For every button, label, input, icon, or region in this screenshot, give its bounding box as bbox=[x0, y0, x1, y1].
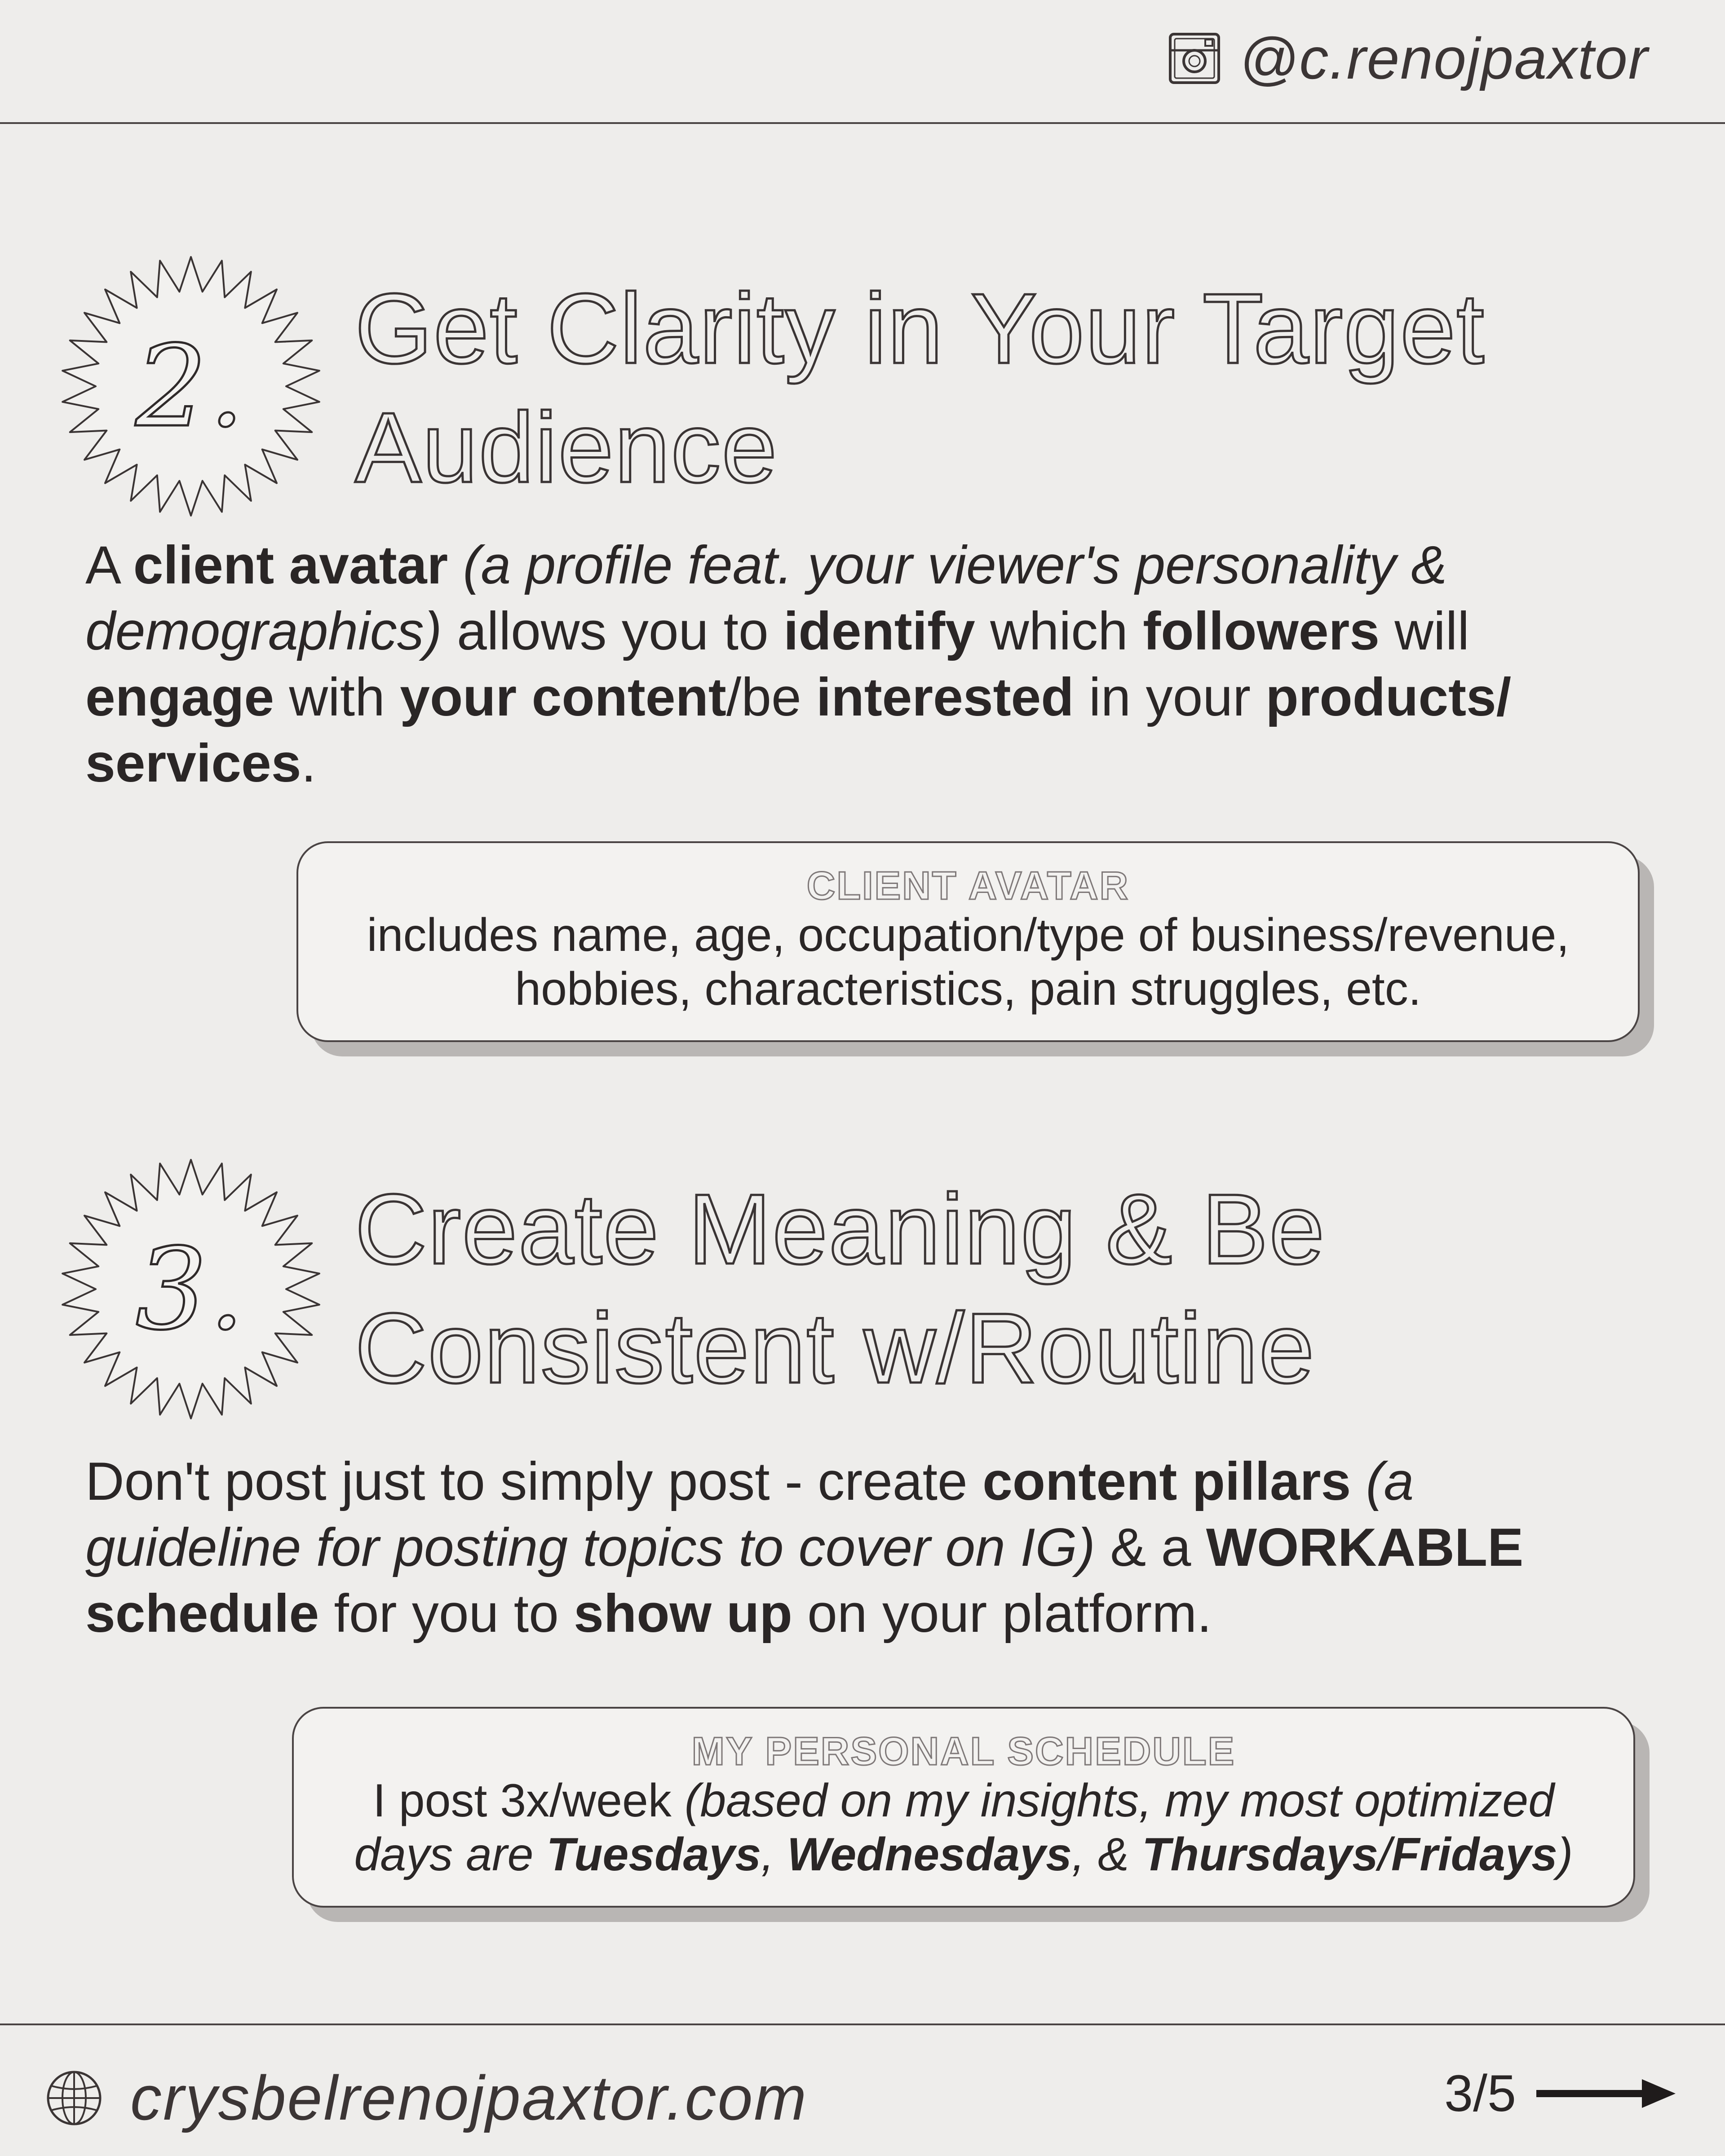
text bbox=[1351, 1451, 1366, 1511]
heading-3-line1: Create Meaning & Be bbox=[355, 1174, 1326, 1285]
text bbox=[448, 535, 463, 595]
emphasis: content pillars bbox=[982, 1451, 1351, 1511]
callout-line bbox=[294, 1774, 1633, 1828]
day: Thursdays bbox=[1142, 1829, 1378, 1881]
emphasis: WORKABLE schedule bbox=[85, 1517, 1524, 1644]
header-divider bbox=[0, 122, 1725, 124]
text: with bbox=[274, 667, 400, 727]
text: which bbox=[975, 601, 1143, 661]
website-text: crysbelrenojpaxtor.com bbox=[130, 2063, 808, 2133]
website-link[interactable] bbox=[45, 2062, 808, 2134]
instagram-icon bbox=[1168, 31, 1221, 85]
text: & a bbox=[1095, 1517, 1206, 1577]
aside: / bbox=[1378, 1829, 1391, 1881]
heading-2-line2: Audience bbox=[355, 392, 778, 504]
personal-schedule-callout bbox=[292, 1707, 1635, 1908]
emphasis: interested bbox=[816, 667, 1074, 727]
section-3-paragraph bbox=[85, 1449, 1635, 1647]
aside: ) bbox=[1557, 1829, 1573, 1881]
emphasis: engage bbox=[85, 667, 274, 727]
aside: (a profile feat. your viewer's personality & demographics) bbox=[85, 535, 1447, 661]
text: I post 3x/week bbox=[373, 1775, 685, 1827]
callout-line: hobbies, characteristics, pain struggles, etc. bbox=[515, 963, 1421, 1015]
section-3-heading bbox=[355, 1170, 1658, 1408]
aside: , bbox=[761, 1829, 787, 1881]
heading-3-line2: Consistent w/Routine bbox=[355, 1293, 1315, 1404]
page-indicator: 3/5 bbox=[1444, 2065, 1516, 2122]
text: in your bbox=[1074, 667, 1266, 727]
day: Wednesdays bbox=[787, 1829, 1072, 1881]
text: /be bbox=[726, 667, 817, 727]
text: Don't post just to simply post - create bbox=[85, 1451, 983, 1511]
emphasis: identify bbox=[783, 601, 975, 661]
callout-title: CLIENT AVATAR bbox=[806, 863, 1130, 908]
emphasis: followers bbox=[1143, 601, 1380, 661]
emphasis: show up bbox=[574, 1583, 792, 1644]
emphasis: products/ services bbox=[85, 667, 1512, 793]
step-number-3: 3. bbox=[135, 1224, 247, 1355]
sunburst-badge-3 bbox=[56, 1154, 326, 1424]
emphasis: client avatar bbox=[133, 535, 448, 595]
callout-line: includes name, age, occupation/type of business/revenue, bbox=[367, 909, 1570, 961]
globe-icon bbox=[45, 2069, 103, 2127]
arrow-right-icon[interactable] bbox=[1536, 2076, 1676, 2112]
section-2-heading bbox=[355, 270, 1658, 508]
sunburst-badge-2 bbox=[56, 252, 326, 521]
text: on your platform. bbox=[792, 1583, 1212, 1644]
aside: (based on my insights, my most optimized bbox=[684, 1775, 1554, 1827]
callout-title: MY PERSONAL SCHEDULE bbox=[691, 1729, 1236, 1773]
aside: (a guideline for posting topics to cover on IG) bbox=[85, 1451, 1414, 1577]
aside: , & bbox=[1071, 1829, 1142, 1881]
footer-divider bbox=[0, 2023, 1725, 2025]
client-avatar-callout bbox=[296, 841, 1640, 1042]
text: allows you to bbox=[442, 601, 784, 661]
pagination[interactable] bbox=[1444, 2064, 1676, 2123]
day: Fridays bbox=[1391, 1829, 1557, 1881]
callout-line bbox=[294, 1828, 1633, 1882]
day: Tuesdays bbox=[546, 1829, 761, 1881]
text: A bbox=[85, 535, 133, 595]
aside: days are bbox=[354, 1829, 547, 1881]
text: will bbox=[1380, 601, 1470, 661]
section-2-paragraph bbox=[85, 532, 1635, 796]
text: . bbox=[301, 733, 316, 793]
step-number-2: 2. bbox=[135, 321, 247, 452]
text: for you to bbox=[319, 1583, 574, 1644]
emphasis: your content bbox=[400, 667, 726, 727]
heading-2-line1: Get Clarity in Your Target bbox=[355, 273, 1485, 384]
instagram-handle[interactable] bbox=[1168, 25, 1649, 92]
handle-text: @c.renojpaxtor bbox=[1239, 26, 1649, 91]
